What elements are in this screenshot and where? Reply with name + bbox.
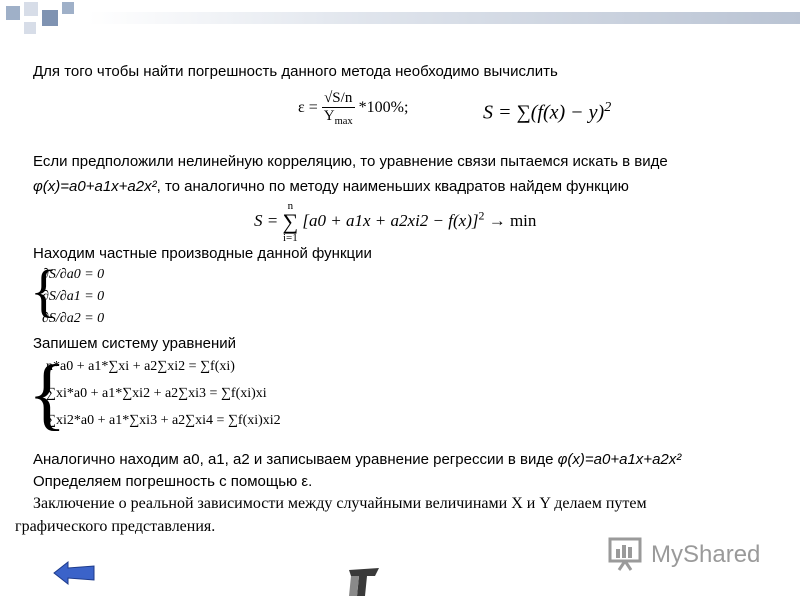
formula-min: S = n ∑ i=1 $[a0 + a1x + a2xi2 - f(x)]^2 \to \min$ (254, 200, 537, 244)
header-decoration (0, 0, 800, 36)
myshared-logo (607, 537, 767, 573)
deco-square (42, 10, 58, 26)
deco-square (62, 2, 74, 14)
intro-text: Для того чтобы найти погрешность данного метода необходимо вычислить (33, 63, 558, 80)
conclusion-text: Заключение о реальной зависимости между случайными величинами X и Y делаем путем (33, 495, 647, 512)
deco-square (24, 2, 38, 16)
error-text: Определяем погрешность с помощью ε. (33, 473, 313, 490)
presentation-board-icon (607, 537, 647, 571)
system-title: Запишем систему уравнений (33, 335, 236, 352)
deco-square (6, 6, 20, 20)
conclusion-text-2: графического представления. (15, 518, 216, 535)
partial-eq: ∂S/∂a2 = 0 (42, 311, 105, 326)
formula-s-sum: $S = \sum(f(x) - y)^2$ (483, 100, 612, 124)
system-brace: { (28, 350, 67, 438)
partials-brace: { (30, 258, 58, 323)
formula-epsilon: ε = $\frac{√S/n}{Y_{max}}$ *100%; (298, 90, 409, 127)
partial-eq: ∂S/∂a1 = 0 (42, 289, 105, 304)
deco-square (24, 22, 36, 34)
system-eq: ∑xi2*a0 + a1*∑xi3 + a2∑xi4 = ∑f(xi)xi2 (46, 413, 281, 428)
partials-title: Находим частные производные данной функции (33, 245, 372, 262)
nonlinear-text: Если предположили нелинейную корреляцию, то уравнение связи пытаемся искать в виде (33, 153, 668, 170)
nonlinear-text-2: φ(x)=a0+a1x+a2x², то аналогично по методу наименьших квадратов найдем функцию (33, 178, 629, 195)
system-eq: n*a0 + a1*∑xi + a2∑xi2 = ∑f(xi) (46, 359, 235, 374)
partial-eq: ∂S/∂a0 = 0 (42, 267, 105, 282)
logo-text: MyShared (651, 541, 761, 568)
analog-text: Аналогично находим a0, a1, a2 и записываем уравнение регрессии в виде φ(x)=a0+a1x+a2x² (33, 451, 682, 468)
header-gradient-bar (88, 12, 800, 24)
system-eq: ∑xi*a0 + a1*∑xi2 + a2∑xi3 = ∑f(xi)xi (46, 386, 267, 401)
home-icon[interactable] (345, 566, 383, 596)
back-arrow-icon[interactable] (52, 560, 96, 586)
